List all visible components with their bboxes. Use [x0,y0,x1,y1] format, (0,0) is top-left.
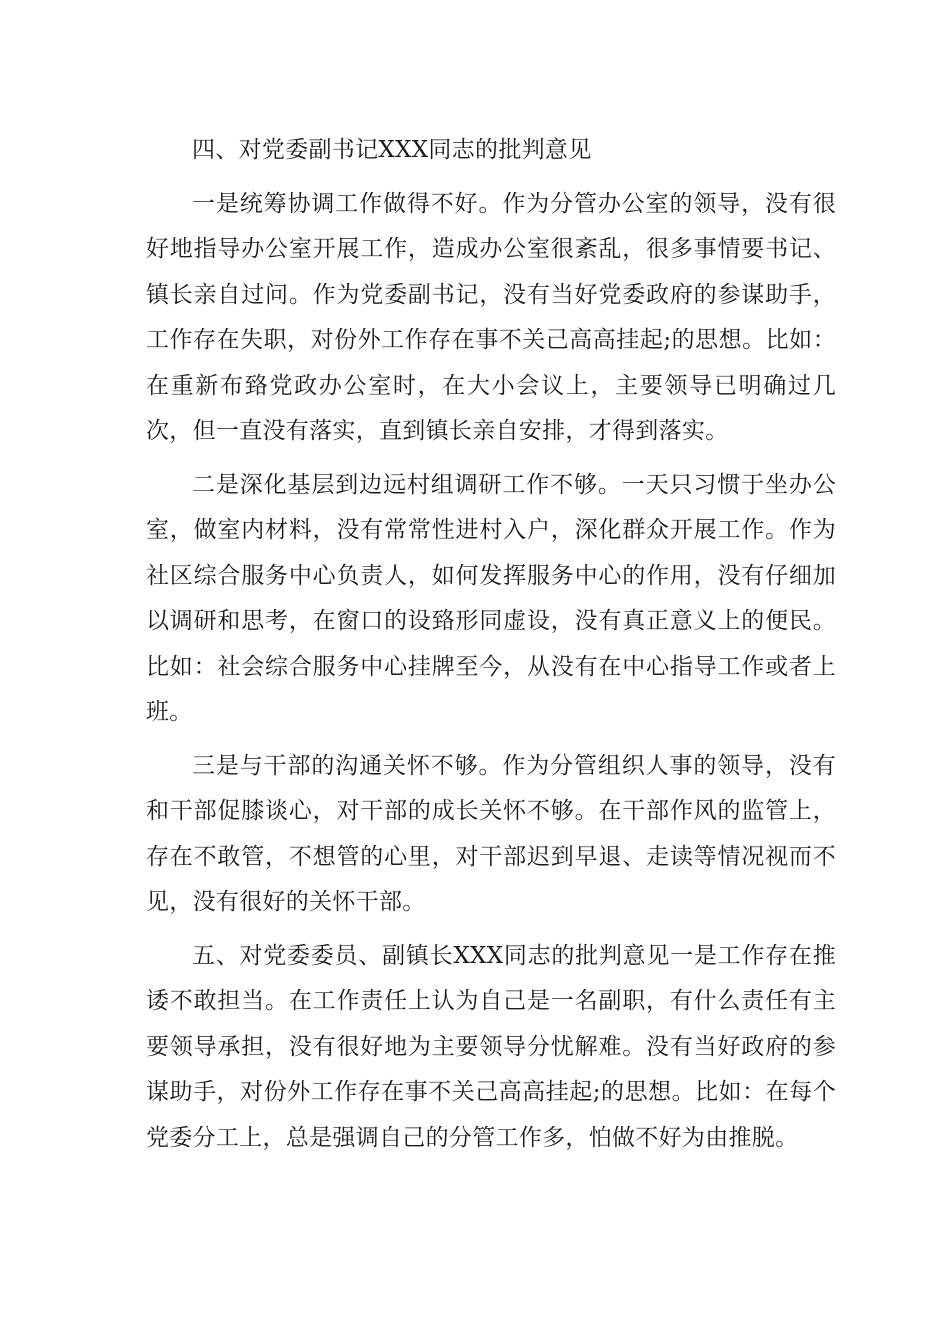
paragraph-coordination: 一是统筹协调工作做得不好。作为分管办公室的领导，没有很好地指导办公室开展工作，造成办公室很紊乱，很多事情要书记、镇长亲自过问。作为党委副书记，没有当好党委政府的参谋助手，工作存在失职，对份外工作存在事不关己高高挂起;的思想。比如：在重新布臵党政办公室时，在大小会议上，主要领导已明确过几次，但一直没有落实，直到镇长亲自安排，才得到落实。 [146,190,836,444]
document-body [146,128,836,1161]
paragraph-grassroots-research: 二是深化基层到边远村组调研工作不够。一天只习惯于坐办公室，做室内材料，没有常常性进村入户，深化群众开展工作。作为社区综合服务中心负责人，如何发挥服务中心的作用，没有仔细加以调研和思考，在窗口的设臵形同虚设，没有真正意义上的便民。比如：社会综合服务中心挂牌至今，从没有在中心指导工作或者上班。 [146,471,836,725]
section-heading-five-paragraph: 五、对党委委员、副镇长XXX同志的批判意见一是工作存在推诿不敢担当。在工作责任上认为自己是一名副职，有什么责任有主要领导承担，没有很好地为主要领导分忧解难。没有当好政府的参谋助手，对份外工作存在事不关己高高挂起;的思想。比如：在每个党委分工上，总是强调自己的分管工作多，怕做不好为由推脱。 [146,942,836,1151]
section-heading-four: 四、对党委副书记XXX同志的批判意见 [192,137,592,163]
paragraph-cadre-communication: 三是与干部的沟通关怀不够。作为分管组织人事的领导，没有和干部促膝谈心，对干部的成长关怀不够。在干部作风的监管上，存在不敢管，不想管的心里，对干部迟到早退、走读等情况视而不见，没有很好的关怀干部。 [146,752,836,915]
